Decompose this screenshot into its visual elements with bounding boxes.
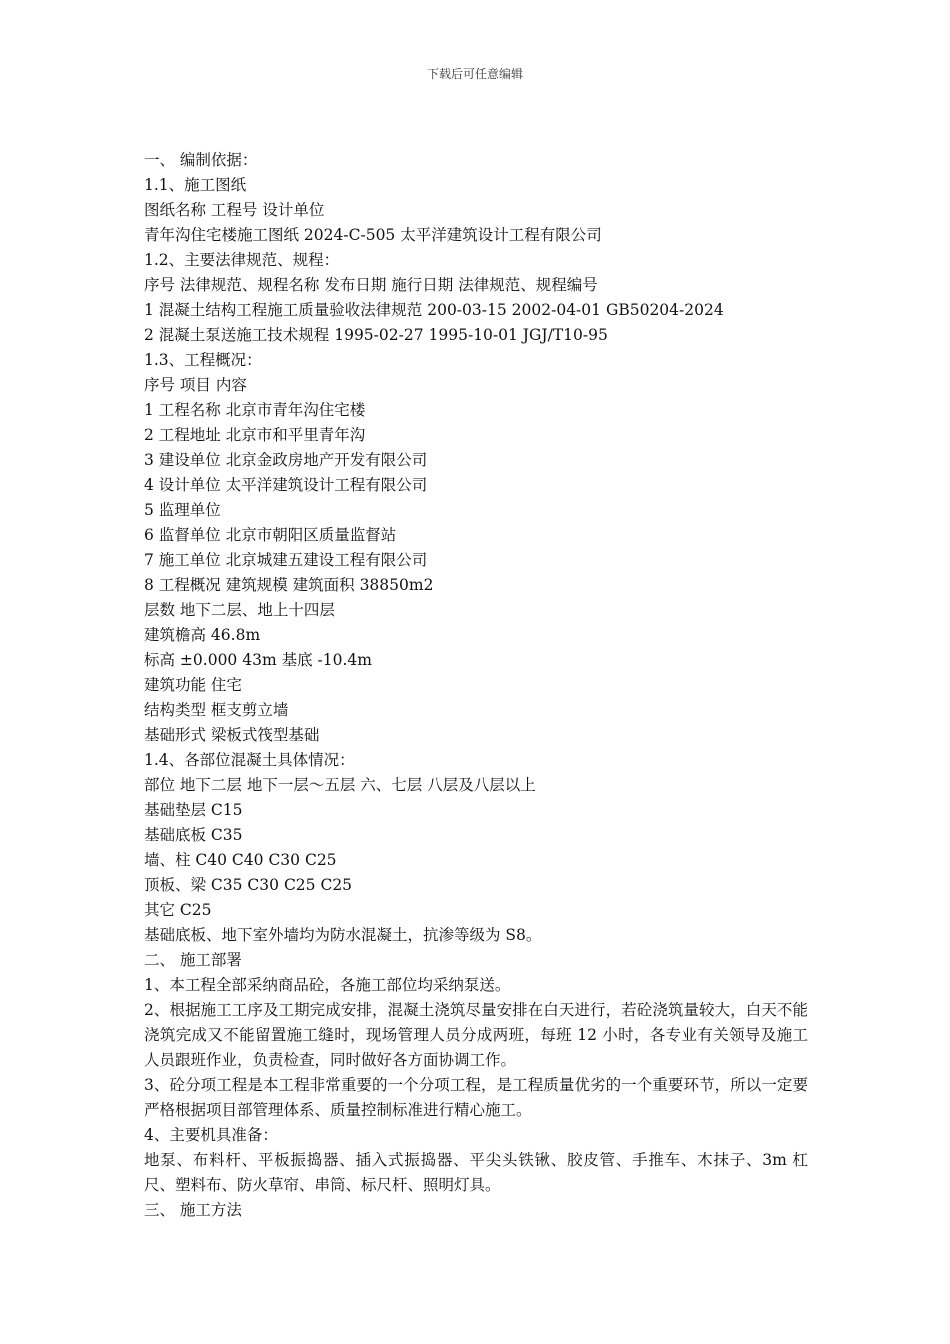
text-line: 基础垫层 C15 bbox=[144, 801, 243, 819]
text-line: 4 设计单位 太平洋建筑设计工程有限公司 bbox=[144, 476, 428, 494]
paragraph: 2、根据施工工序及工期完成安排，混凝土浇筑尽量安排在白天进行，若砼浇筑量较大，白天不能浇筑完成又不能留置施工缝时，现场管理人员分成两班，每班 12 小时，各专业有关领导及施工人员跟班作业，负责检查，同时做好各方面协调工作。 bbox=[144, 1001, 808, 1069]
paragraph: 3、砼分项工程是本工程非常重要的一个分项工程，是工程质量优劣的一个重要环节，所以一定要严格根据项目部管理体系、质量控制标准进行精心施工。 bbox=[144, 1076, 808, 1119]
text-line: 图纸名称 工程号 设计单位 bbox=[144, 201, 325, 219]
text-line: 结构类型 框支剪立墙 bbox=[144, 701, 289, 719]
text-line: 1、本工程全部采纳商品砼，各施工部位均采纳泵送。 bbox=[144, 976, 511, 994]
text-line: 标高 ±0.000 43m 基底 -10.4m bbox=[144, 651, 372, 669]
text-line: 1.2、主要法律规范、规程： bbox=[144, 251, 340, 269]
text-line: 序号 项目 内容 bbox=[144, 376, 247, 394]
text-line: 1.1、施工图纸 bbox=[144, 176, 247, 194]
text-line: 1 混凝土结构工程施工质量验收法律规范 200-03-15 2002-04-01 GB50204-2024 bbox=[144, 301, 724, 319]
text-line: 层数 地下二层、地上十四层 bbox=[144, 601, 335, 619]
text-line: 3 建设单位 北京金政房地产开发有限公司 bbox=[144, 451, 428, 469]
text-line: 墙、柱 C40 C40 C30 C25 bbox=[144, 851, 337, 869]
section-heading: 二、 施工部署 bbox=[144, 951, 242, 969]
text-line: 建筑功能 住宅 bbox=[144, 676, 242, 694]
text-line: 基础底板、地下室外墙均为防水混凝土，抗渗等级为 S8。 bbox=[144, 926, 542, 944]
text-line: 2 混凝土泵送施工技术规程 1995-02-27 1995-10-01 JGJ/T10-95 bbox=[144, 326, 608, 344]
text-line: 基础底板 C35 bbox=[144, 826, 243, 844]
paragraph: 地泵、布料杆、平板振捣器、插入式振捣器、平尖头铁锹、胶皮管、手推车、木抹子、3m 杠尺、塑料布、防火草帘、串筒、标尺杆、照明灯具。 bbox=[144, 1151, 808, 1194]
page-header: 下载后可任意编辑 bbox=[426, 67, 523, 81]
text-line: 8 工程概况 建筑规模 建筑面积 38850m2 bbox=[144, 576, 434, 594]
text-line: 6 监督单位 北京市朝阳区质量监督站 bbox=[144, 526, 397, 544]
text-line: 基础形式 梁板式筏型基础 bbox=[144, 726, 320, 744]
document-body bbox=[144, 148, 808, 1223]
text-line: 5 监理单位 bbox=[144, 501, 221, 519]
text-line: 青年沟住宅楼施工图纸 2024-C-505 太平洋建筑设计工程有限公司 bbox=[144, 226, 602, 244]
text-line: 1.4、各部位混凝土具体情况： bbox=[144, 751, 355, 769]
text-line: 其它 C25 bbox=[144, 901, 212, 919]
text-line: 顶板、梁 C35 C30 C25 C25 bbox=[144, 876, 353, 894]
text-line: 序号 法律规范、规程名称 发布日期 施行日期 法律规范、规程编号 bbox=[144, 276, 598, 294]
text-line: 4、主要机具准备： bbox=[144, 1126, 278, 1144]
text-line: 1 工程名称 北京市青年沟住宅楼 bbox=[144, 401, 366, 419]
text-line: 7 施工单位 北京城建五建设工程有限公司 bbox=[144, 551, 428, 569]
section-heading: 三、 施工方法 bbox=[144, 1201, 242, 1219]
text-line: 一、 编制依据： bbox=[144, 151, 258, 169]
text-line: 部位 地下二层 地下一层～五层 六、七层 八层及八层以上 bbox=[144, 776, 536, 794]
text-line: 1.3、工程概况： bbox=[144, 351, 262, 369]
text-line: 2 工程地址 北京市和平里青年沟 bbox=[144, 426, 366, 444]
text-line: 建筑檐高 46.8m bbox=[144, 626, 261, 644]
